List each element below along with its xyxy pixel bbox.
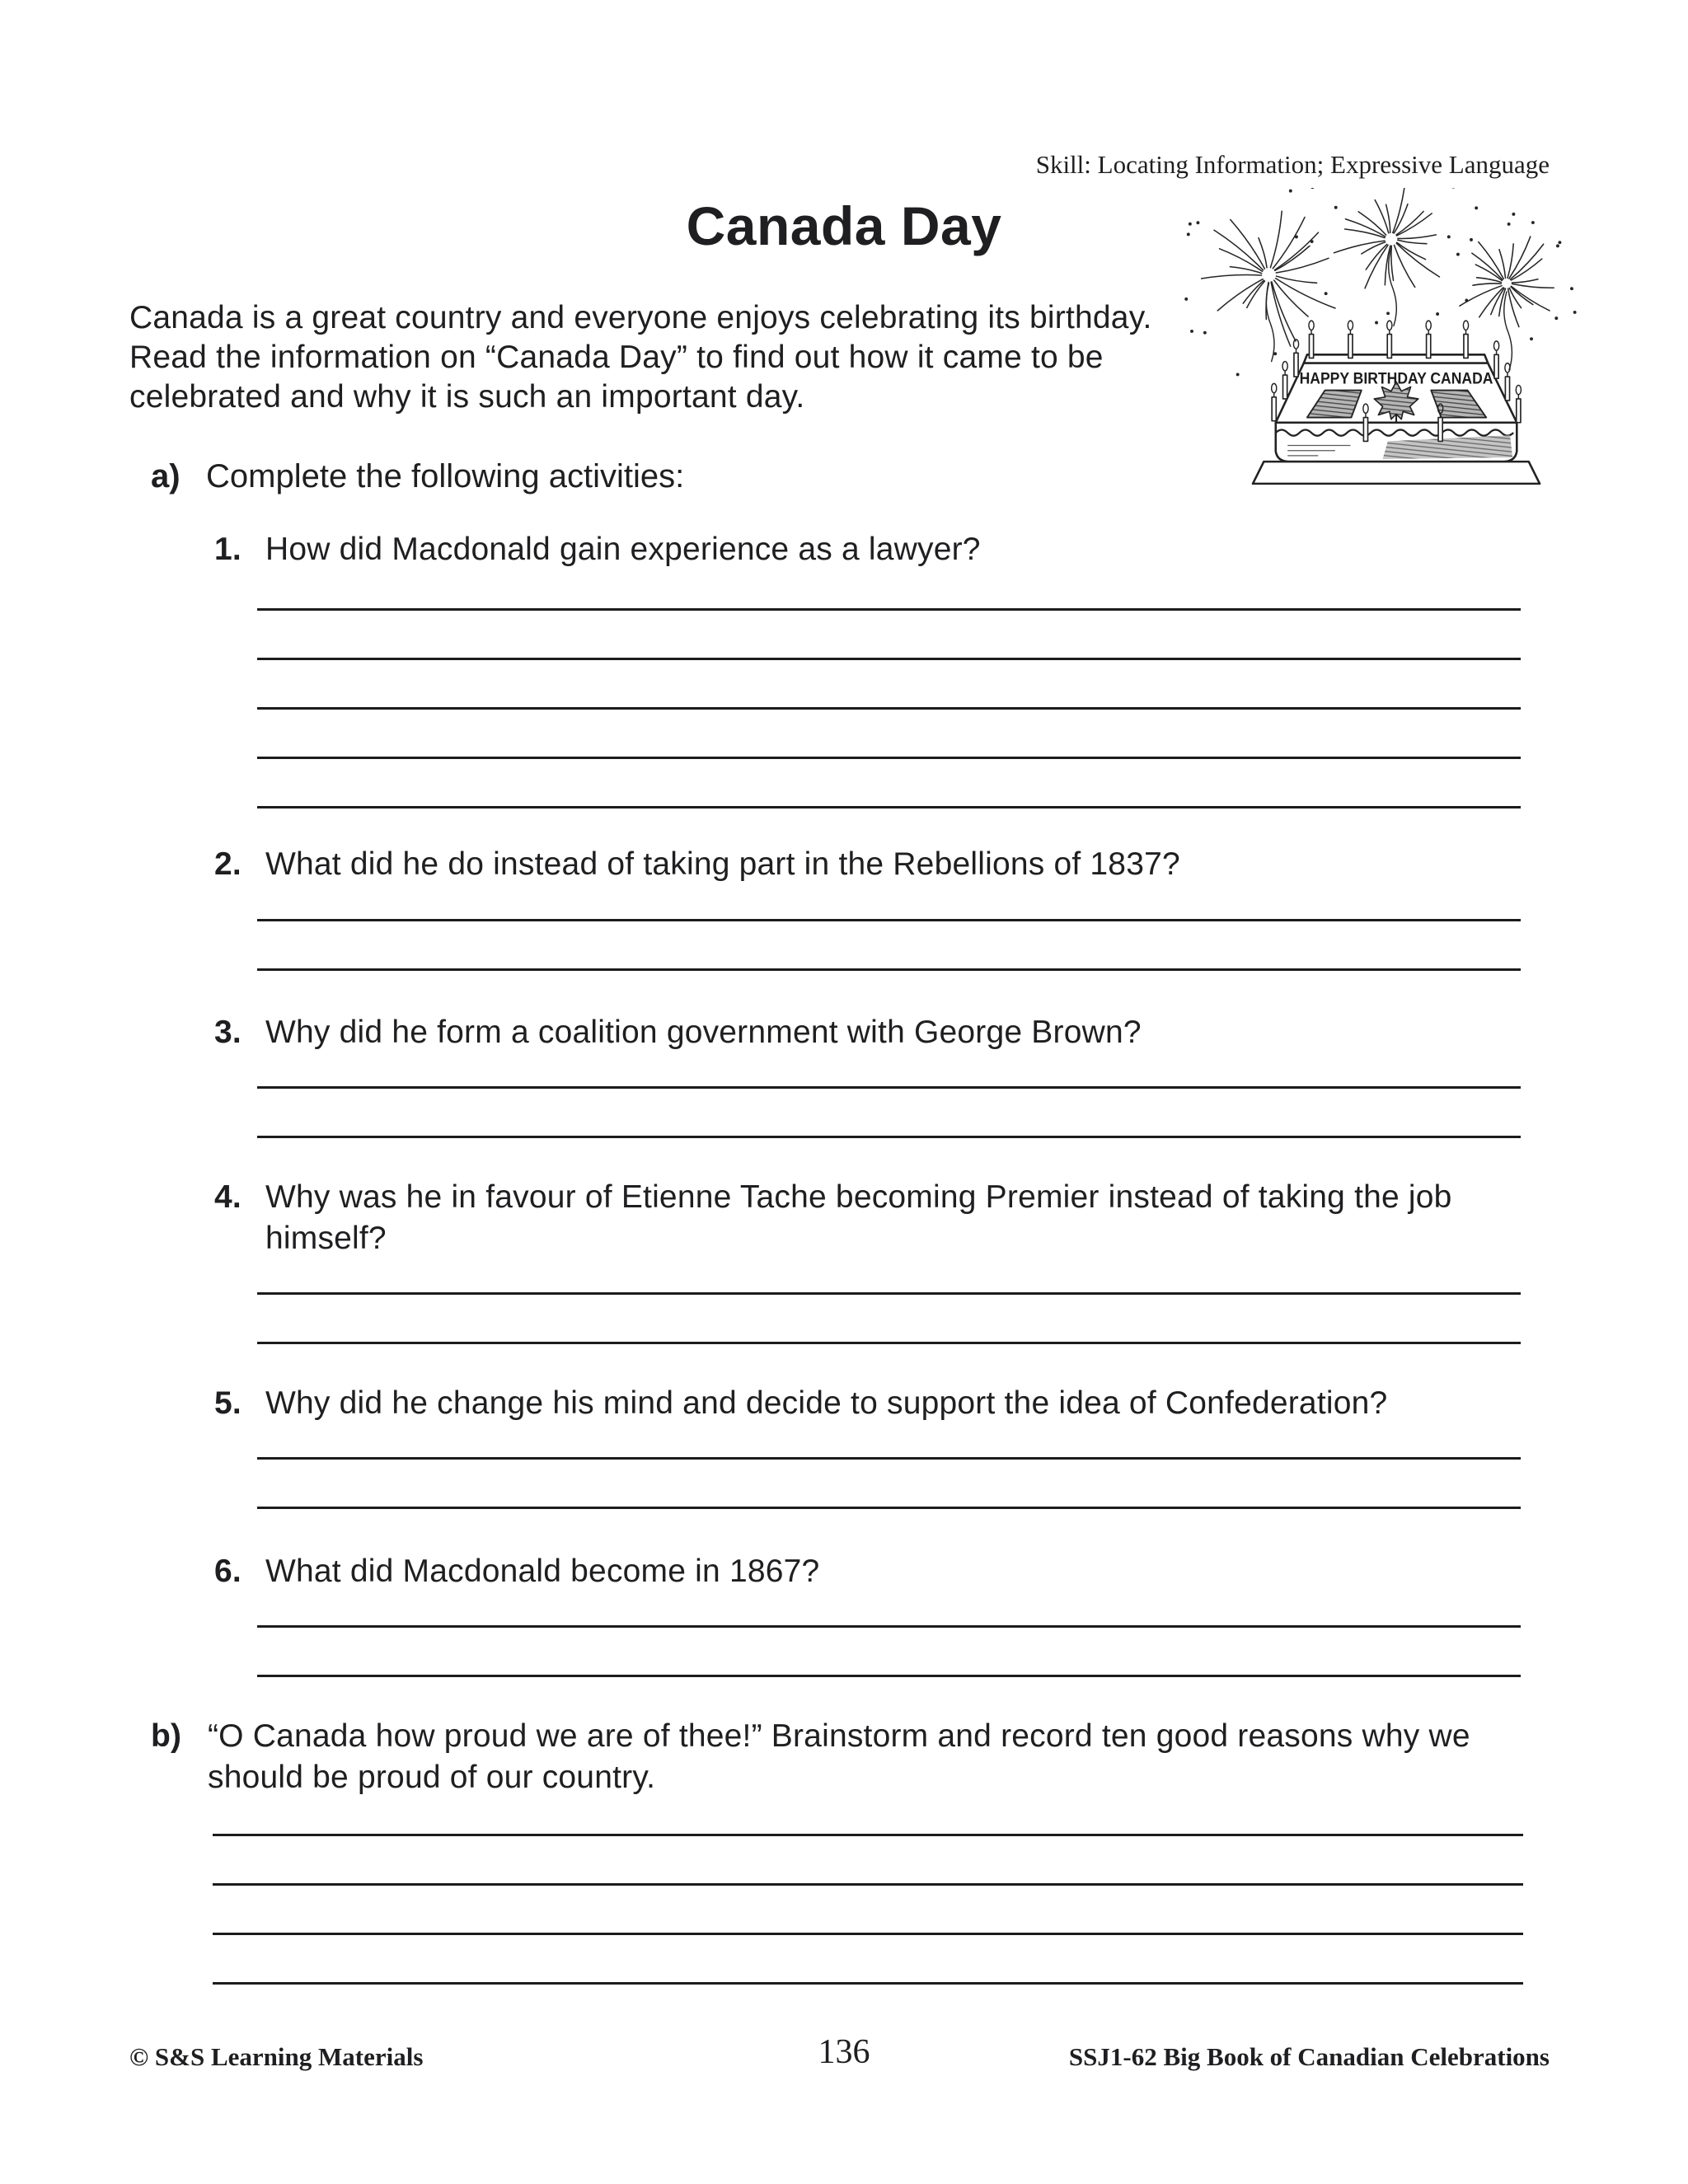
section-b-text-line-1: “O Canada how proud we are of thee!” Brainstorm and record ten good reasons why we (208, 1718, 1470, 1754)
answer-line (213, 1883, 1523, 1886)
question-4-number: 4. (214, 1179, 241, 1215)
question-6-text: What did Macdonald become in 1867? (265, 1554, 820, 1589)
section-a-header (151, 458, 684, 495)
question-5 (214, 1383, 1387, 1424)
section-b-text-line-2: should be proud of our country. (208, 1760, 656, 1795)
section-b-label: b) (151, 1718, 182, 1754)
question-4-text-line-2: himself? (265, 1221, 387, 1256)
answer-line (257, 1292, 1521, 1295)
answer-line (213, 1834, 1523, 1836)
answer-line (257, 968, 1521, 971)
question-1-number: 1. (214, 532, 241, 567)
birthday-cake-icon (1253, 321, 1540, 484)
footer-copyright: © S&S Learning Materials (129, 2042, 424, 2071)
question-4 (214, 1177, 1452, 1259)
question-3-text: Why did he form a coalition government with George Brown? (265, 1015, 1142, 1050)
section-a-prompt: Complete the following activities: (206, 458, 685, 494)
section-b-header (151, 1716, 1470, 1798)
answer-line (257, 806, 1521, 808)
answer-line (257, 1086, 1521, 1089)
intro-line-3: celebrated and why it is such an important day. (129, 379, 805, 415)
question-5-number: 5. (214, 1385, 241, 1421)
answer-line (257, 1342, 1521, 1344)
answer-line (257, 707, 1521, 710)
question-2-number: 2. (214, 846, 241, 882)
question-2-text: What did he do instead of taking part in the Rebellions of 1837? (265, 846, 1180, 882)
footer-book-title: SSJ1-62 Big Book of Canadian Celebrations (1068, 2042, 1550, 2071)
answer-line (257, 658, 1521, 660)
section-a-label: a) (151, 458, 181, 494)
answer-line (213, 1933, 1523, 1935)
question-6 (214, 1551, 819, 1592)
question-3 (214, 1012, 1142, 1053)
question-6-number: 6. (214, 1554, 241, 1589)
answer-line (257, 1507, 1521, 1509)
answer-line (257, 1457, 1521, 1460)
fireworks-icon (1202, 188, 1554, 370)
answer-line (257, 919, 1521, 921)
footer-page-number: 136 (818, 2033, 870, 2071)
fireworks-cake-illustration (1169, 188, 1593, 503)
intro-line-2: Read the information on “Canada Day” to find out how it came to be (129, 340, 1104, 375)
question-3-number: 3. (214, 1015, 241, 1050)
skill-note: Skill: Locating Information; Expressive Language (1035, 150, 1550, 179)
answer-line (257, 757, 1521, 759)
intro-line-1: Canada is a great country and everyone enjoys celebrating its birthday. (129, 300, 1152, 335)
answer-line (257, 608, 1521, 611)
question-5-text: Why did he change his mind and decide to support the idea of Confederation? (265, 1385, 1388, 1421)
answer-line (257, 1675, 1521, 1677)
answer-line (257, 1136, 1521, 1138)
question-1 (214, 529, 981, 570)
answer-line (213, 1982, 1523, 1985)
answer-line (257, 1625, 1521, 1628)
question-2 (214, 844, 1180, 885)
page-title: Canada Day (686, 195, 1002, 256)
question-4-text-line-1: Why was he in favour of Etienne Tache becoming Premier instead of taking the job (265, 1179, 1452, 1215)
cake-inscription: HAPPY BIRTHDAY CANADA (1299, 369, 1493, 388)
question-1-text: How did Macdonald gain experience as a lawyer? (265, 532, 981, 567)
intro-paragraph (129, 298, 1152, 417)
